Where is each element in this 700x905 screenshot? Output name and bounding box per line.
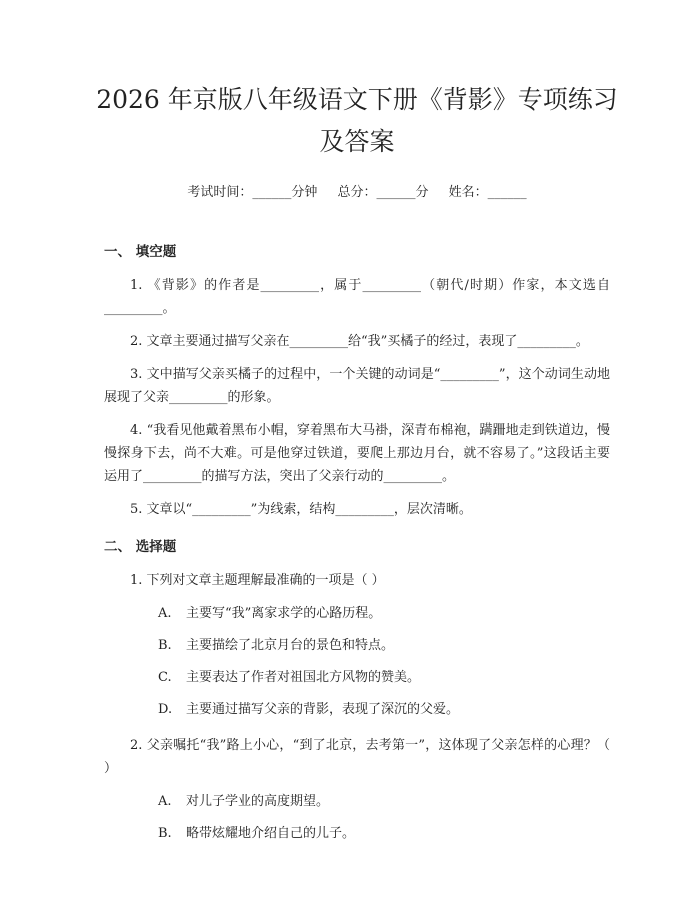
- choice-option: [104, 792, 610, 812]
- exam-info: [104, 181, 610, 200]
- choice-option: [104, 636, 610, 656]
- option-text: 主要描绘了北京月台的景色和特点。: [186, 638, 395, 653]
- fill-question-5: 5. 文章以“_________”为线索，结构_________，层次清晰。: [130, 502, 472, 517]
- fill-question-1: 1. 《背影》的作者是_________，属于_________（朝代/时期）作家，本文选自_________。: [104, 278, 610, 316]
- option-letter: A.: [158, 794, 172, 809]
- choice-question-2: 2. 父亲嘱托“我”路上小心，“到了北京，去考第一”，这体现了父亲怎样的心理？（ ）: [104, 738, 610, 776]
- option-text: 对儿子学业的高度期望。: [186, 794, 330, 809]
- exam-time-field: 考试时间：______分钟: [187, 185, 318, 200]
- option-letter: B.: [158, 826, 172, 841]
- choice-option: [104, 824, 610, 844]
- choice-option: [104, 604, 610, 624]
- choice-option: [104, 700, 610, 720]
- choice-option: [104, 668, 610, 688]
- option-letter: D.: [158, 702, 173, 717]
- option-letter: A.: [158, 606, 172, 621]
- option-text: 主要通过描写父亲的背影，表现了深沉的父爱。: [186, 702, 460, 717]
- document-title: 2026 年京版八年级语文下册《背影》专项练习及答案: [96, 85, 618, 156]
- option-letter: B.: [158, 638, 172, 653]
- section-fill-blank-heading: 一、 填空题: [104, 244, 177, 260]
- fill-question-3: 3. 文中描写父亲买橘子的过程中，一个关键的动词是“_________”，这个动词生动地展现了父亲_________的形象。: [104, 367, 610, 405]
- section-choice: [104, 569, 610, 844]
- option-text: 略带炫耀地介绍自己的儿子。: [186, 826, 356, 841]
- option-text: 主要表达了作者对祖国北方风物的赞美。: [186, 670, 421, 685]
- section-choice-heading: 二、 选择题: [104, 539, 177, 555]
- fill-question-2: 2. 文章主要通过描写父亲在_________给“我”买橘子的经过，表现了_________。: [130, 334, 589, 349]
- section-fill-blank: [104, 274, 610, 521]
- choice-question-1: 1. 下列对文章主题理解最准确的一项是（ ）: [130, 573, 385, 588]
- student-name-field: 姓名：______: [448, 185, 527, 200]
- option-letter: C.: [158, 670, 172, 685]
- option-text: 主要写“我”离家求学的心路历程。: [186, 606, 382, 621]
- total-score-field: 总分：______分: [337, 185, 429, 200]
- fill-question-4: 4. “我看见他戴着黑布小帽，穿着黑布大马褂，深青布棉袍，蹒跚地走到铁道边，慢慢探身下去，尚不大难。可是他穿过铁道，要爬上那边月台，就不容易了。”这段话主要运用了_________的描写方法，突出了父亲行动的_________。: [104, 423, 610, 484]
